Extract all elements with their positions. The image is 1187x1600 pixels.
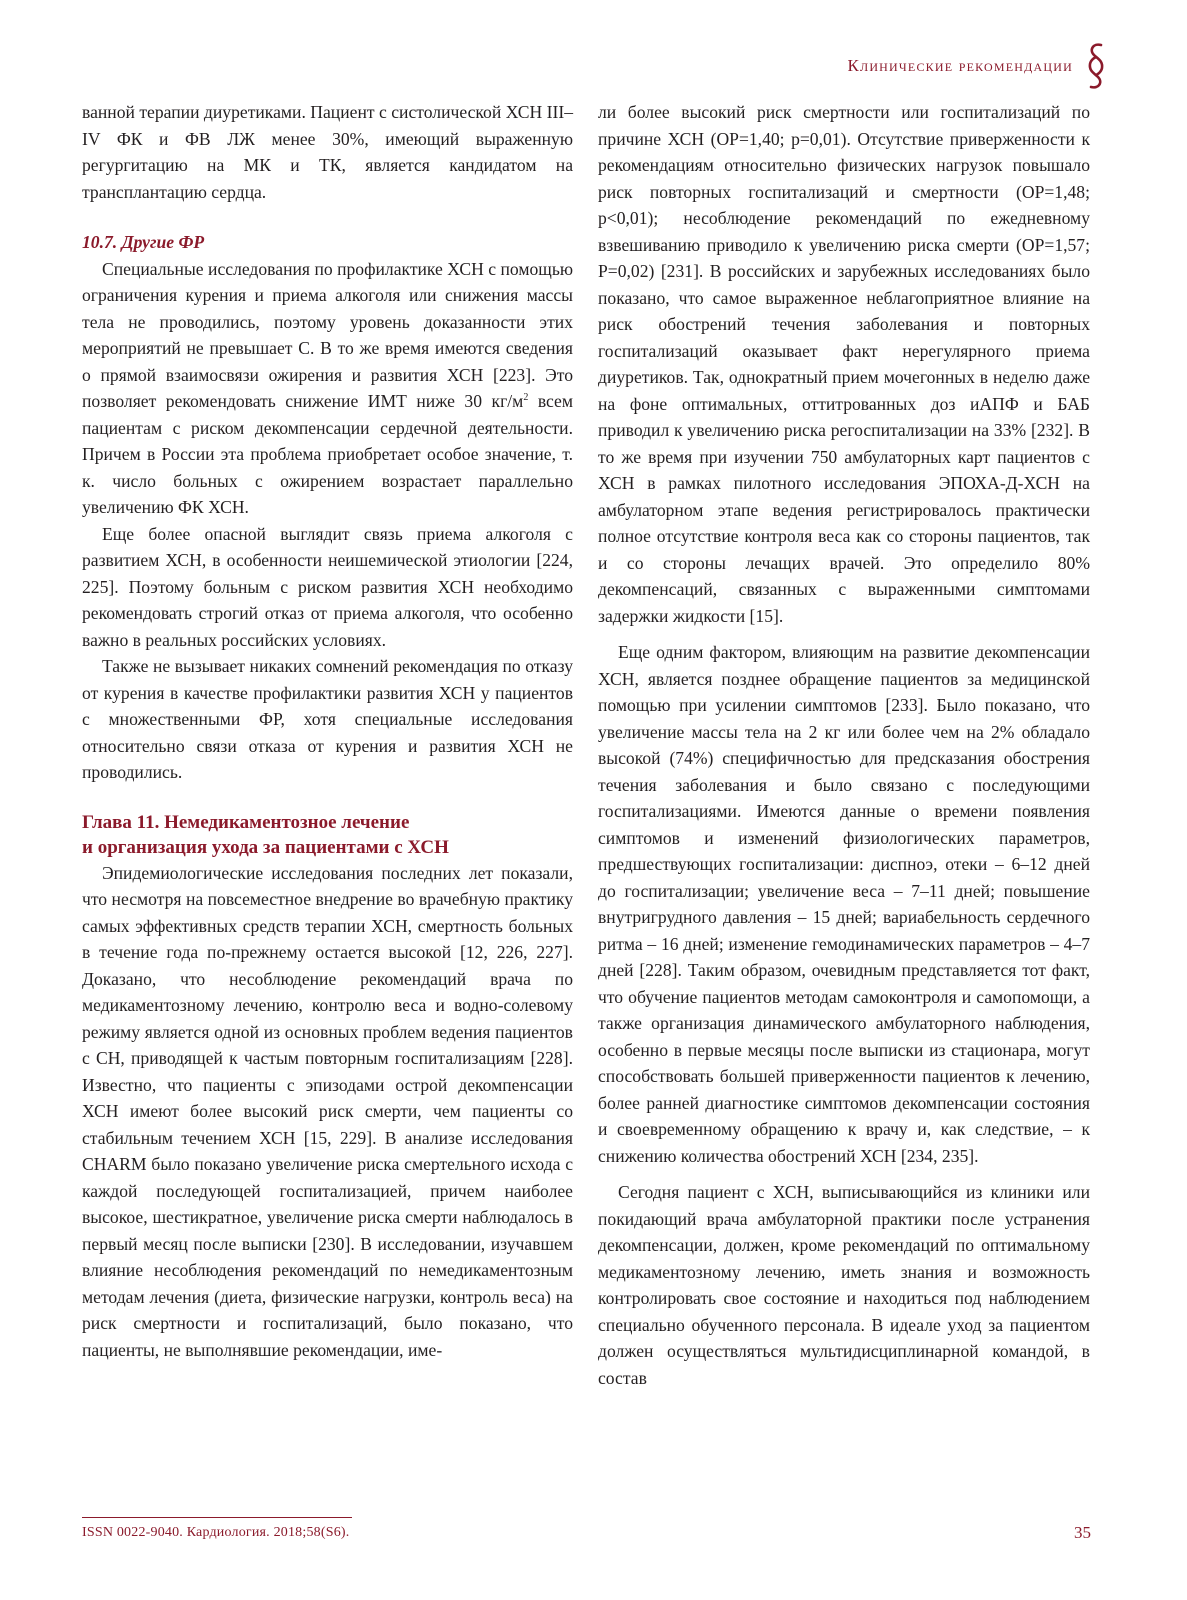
chapter-heading-line: и организация ухода за пациентами с ХСН <box>82 836 449 858</box>
header-title: Клинические рекомендации <box>847 56 1073 75</box>
paragraph: ли более высокий риск смертности или госпитализаций по причине ХСН (ОР=1,40; p=0,01). Отсутствие приверженности к рекомендациям относительно физических нагрузок повышало риск повторных госпитализаций и смертности (ОР=1,48; p<0,01); несоблюдение рекомендаций по ежедневному взвешиванию приводило к увеличению риска смерти (ОР=1,57; P=0,02) [231]. В российских и зарубежных исследованиях было показано, что самое выраженное неблагоприятное влияние на риск обострений течения заболевания и повторных госпитализаций оказывает факт нерегулярного приема диуретиков. Так, однократный прием мочегонных в неделю даже на фоне оптимальных, оттитрованных доз иАПФ и БАБ приводил к увеличению риска регоспитализации на 33% [232]. В то же время при изучении 750 амбулаторных карт пациентов с ХСН в рамках пилотного исследования ЭПОХА-Д-ХСН на амбулаторном этапе ведения регистрировалось практически полное отсутствие контроля веса как со стороны пациентов, так и со стороны лечащих врачей. Это определило 80% декомпенсаций, связанных с выраженными симптомами задержки жидкости [15]. <box>598 102 1090 626</box>
chapter-heading-line: Глава 11. Немедикаментозное лечение <box>82 811 410 833</box>
paragraph: Еще одним фактором, влияющим на развитие декомпенсации ХСН, является позднее обращение пациентов за медицинской помощью при усилении симптомов [233]. Было показано, что увеличение массы тела на 2 кг или более чем на 2% обладало высокой (74%) специфичностью для предсказания обострения течения заболевания и было связано с последующими госпитализациями. Имеются данные о времени появления симптомов и изменений физиологических параметров, предшествующих госпитализации: диспноэ, отеки – 6–12 дней до госпитализации; увеличение веса – 7–11 дней; повышение внутригрудного давления – 15 дней; вариабельность сердечного ритма – 16 дней; изменение гемодинамических параметров – 4–7 дней [228]. Таким образом, очевидным представляется тот факт, что обучение пациентов методам самоконтроля и самопомощи, а также организация динамического амбулаторного наблюдения, особенно в первые месяцы после выписки из стационара, могут способствовать большей приверженности пациентов к лечению, более ранней диагностике симптомов декомпенсации состояния и своевременному обращению к врачу и, как следствие, – к снижению количества обострений ХСН [234, 235]. <box>598 642 1090 1166</box>
paragraph: Эпидемиологические исследования последних лет показали, что несмотря на повсеместное внедрение во врачебную практику самых эффективных средств терапии ХСН, смертность больных в течение года по-прежнему остается высокой [12, 226, 227]. Доказано, что несоблюдение рекомендаций врача по медикаментозному лечению, контролю веса и водно-солевому режиму является одной из основных проблем ведения пациентов с СН, приводящей к частым повторным госпитализациям [228]. Известно, что пациенты с эпизодами острой декомпенсации ХСН имеют более высокий риск смерти, чем пациенты со стабильным течением ХСН [15, 229]. В анализе исследования CHARM было показано увеличение риска смертельного исхода с каждой последующей госпитализацией, причем наиболее высокое, шестикратное, увеличение риска смерти наблюдалось в первый месяц после выписки [230]. В исследовании, изучавшем влияние несоблюдения рекомендаций по немедикаментозным методам лечения (диета, физические нагрузки, контроль веса) на риск смертности и госпитализаций, было показано, что пациенты, не выполнявшие рекомендации, име- <box>82 862 573 1360</box>
footer-citation: ISSN 0022-9040. Кардиология. 2018;58(S6). <box>82 1525 350 1540</box>
paragraph: Сегодня пациент с ХСН, выписывающийся из клиники или покидающий врача амбулаторной практики после устранения декомпенсации, должен, кроме рекомендаций по оптимальному медикаментозному лечению, иметь знания и возможность контролировать свое состояние и находиться под наблюдением специально обученного персонала. В идеале уход за пациентом должен осуществляться мультидисциплинарной командой, в состав <box>598 1182 1090 1388</box>
paragraph: Еще более опасной выглядит связь приема алкоголя с развитием ХСН, в особенности неишемической этиологии [224, 225]. Поэтому больным с риском развития ХСН необходимо рекомендовать строгий отказ от приема алкоголя, что особенно важно в реальных российских условиях. <box>82 523 573 650</box>
section-sign-logo-icon <box>1083 42 1109 90</box>
running-header <box>847 42 1109 90</box>
paragraph-text: всем пациентам с риском декомпенсации сердечной деятельности. Причем в России эта проблема приобретает особое значение, т. к. число больных с ожирением возрастает параллельно увеличению ФК ХСН. <box>82 391 573 517</box>
chapter-heading <box>82 810 573 860</box>
section-heading: 10.7. Другие ФР <box>82 232 205 252</box>
right-column <box>598 99 1090 1391</box>
paragraph: ванной терапии диуретиками. Пациент с систолической ХСН III–IV ФК и ФВ ЛЖ менее 30%, имеющий выраженную регургитацию на МК и ТК, является кандидатом на трансплантацию сердца. <box>82 102 573 202</box>
left-column <box>82 99 573 1363</box>
paragraph <box>82 256 573 521</box>
paragraph: Также не вызывает никаких сомнений рекомендация по отказу от курения в качестве профилактики развития ХСН у пациентов с множественными ФР, хотя специальные исследования относительно связи отказа от курения и развития ХСН не проводились. <box>82 656 573 782</box>
paragraph-text: Специальные исследования по профилактике ХСН с помощью ограничения курения и приема алкоголя или снижения массы тела не проводились, поэтому уровень доказанности этих мероприятий не превышает С. В то же время имеются сведения о прямой взаимосвязи ожирения и развития ХСН [223]. Это позволяет рекомендовать снижение ИМТ ниже 30 кг/м <box>82 258 573 411</box>
footer-rule <box>82 1517 352 1518</box>
page-number: 35 <box>1074 1523 1091 1542</box>
superscript: 2 <box>523 392 529 404</box>
